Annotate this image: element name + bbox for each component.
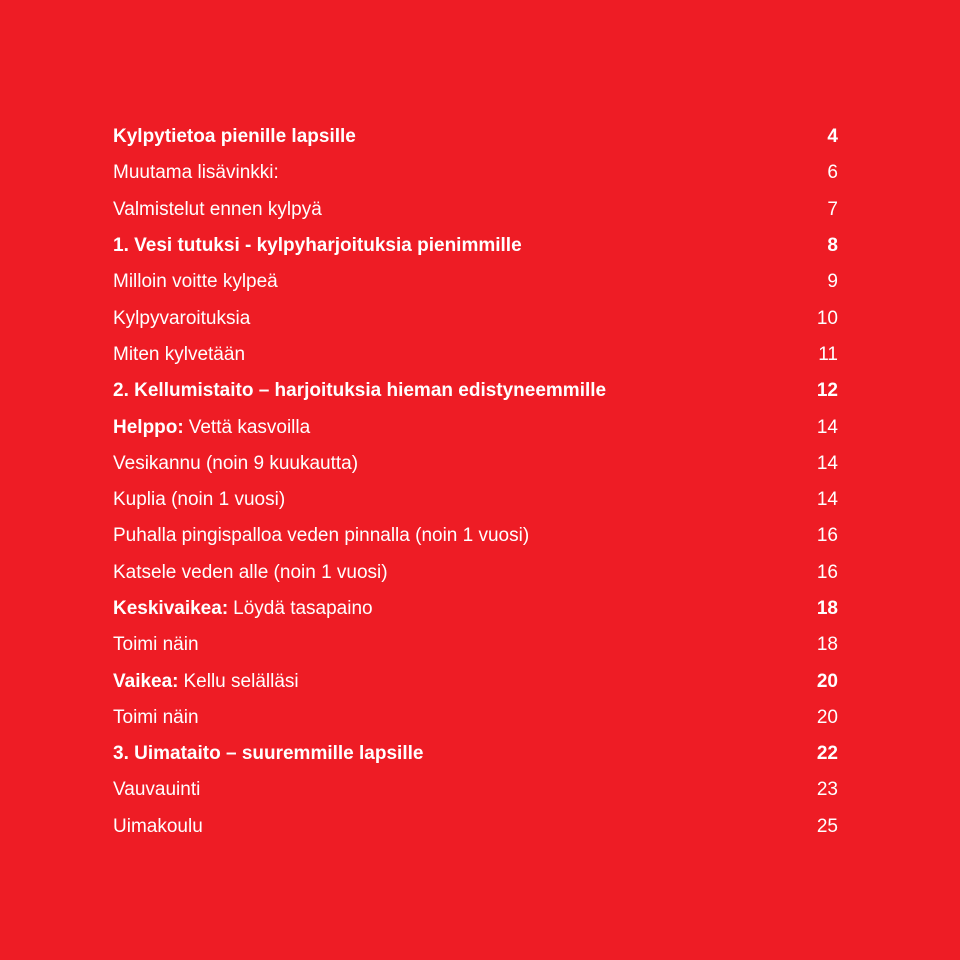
toc-row[interactable] — [113, 228, 838, 264]
toc-title — [113, 634, 199, 656]
toc-page-number: 16 — [816, 525, 838, 547]
toc-page-number: 20 — [816, 670, 838, 692]
toc-page-number: 12 — [816, 380, 838, 402]
toc-title-text: Kylpyvaroituksia — [113, 307, 251, 329]
toc-page-number: 18 — [816, 634, 838, 656]
toc-title — [113, 235, 522, 257]
toc-title-text: Kuplia (noin 1 vuosi) — [113, 489, 286, 511]
toc-title — [113, 417, 310, 439]
toc-title-text: Kylpytietoa pienille lapsille — [113, 126, 356, 148]
toc-row[interactable] — [113, 518, 838, 554]
toc-row[interactable] — [113, 337, 838, 373]
toc-page-number: 16 — [816, 561, 838, 583]
toc-title — [113, 344, 245, 366]
toc-title-text: Vettä kasvoilla — [188, 416, 311, 438]
toc-row[interactable] — [113, 155, 838, 191]
toc-title-text: Miten kylvetään — [113, 343, 246, 365]
toc-title — [113, 126, 356, 148]
toc-page-number: 11 — [818, 343, 838, 365]
toc-page-number: 14 — [816, 416, 838, 438]
toc-title — [113, 779, 200, 801]
toc-title — [113, 525, 529, 547]
toc-row[interactable] — [113, 119, 838, 155]
toc-title-text: Milloin voitte kylpeä — [113, 271, 278, 293]
toc-title-text: 3. Uimataito – suuremmille lapsille — [113, 743, 424, 765]
toc-prefix: Vaikea: — [113, 670, 179, 692]
toc-page-number: 22 — [816, 743, 838, 765]
toc-title — [113, 453, 358, 475]
toc-title — [113, 671, 299, 693]
toc-title-text: Vesikannu (noin 9 kuukautta) — [113, 452, 359, 474]
toc-title-text: Löydä tasapaino — [233, 598, 373, 619]
toc-page-number: 18 — [816, 598, 838, 619]
toc-row[interactable] — [113, 264, 838, 300]
toc-row[interactable] — [113, 373, 838, 409]
toc-title — [113, 562, 388, 584]
toc-title — [113, 271, 278, 293]
toc-row[interactable] — [113, 809, 838, 845]
toc-prefix: Helppo: — [113, 416, 184, 438]
toc-page-number: 8 — [827, 235, 838, 257]
toc-page-number: 7 — [827, 198, 838, 220]
toc-page-number: 4 — [827, 126, 838, 148]
toc-page-number: 10 — [816, 307, 838, 329]
toc-title-text: 1. Vesi tutuksi - kylpyharjoituksia pienimmille — [113, 235, 522, 257]
toc-row[interactable] — [113, 300, 838, 336]
toc-title-text: 2. Kellumistaito – harjoituksia hieman edistyneemmille — [113, 380, 607, 402]
toc-row[interactable] — [113, 555, 838, 591]
toc-title-text: Vauvauinti — [113, 779, 201, 801]
toc-title-text: Uimakoulu — [113, 815, 203, 837]
toc-page-number: 20 — [816, 706, 838, 728]
toc-title-text: Valmistelut ennen kylpyä — [113, 198, 322, 220]
toc-page-number: 25 — [816, 815, 838, 837]
toc-page-number: 23 — [816, 779, 838, 801]
toc-title — [113, 308, 250, 330]
toc-title — [113, 707, 199, 729]
toc-title-text: Katsele veden alle (noin 1 vuosi) — [113, 561, 388, 583]
toc-row[interactable] — [113, 736, 838, 772]
toc-row[interactable] — [113, 772, 838, 808]
toc-title — [113, 199, 322, 221]
toc-row[interactable] — [113, 409, 838, 445]
toc-title-text: Puhalla pingispalloa veden pinnalla (noin 1 vuosi) — [113, 525, 530, 547]
table-of-contents — [113, 119, 838, 845]
toc-title-text: Toimi näin — [113, 634, 199, 656]
toc-row[interactable] — [113, 700, 838, 736]
toc-page-number: 6 — [827, 162, 838, 184]
toc-row[interactable] — [113, 627, 838, 663]
toc-title — [113, 162, 279, 184]
toc-page-number: 14 — [816, 452, 838, 474]
toc-title-text: Toimi näin — [113, 706, 199, 728]
toc-title-text: Muutama lisävinkki: — [113, 162, 279, 184]
toc-title-text: Kellu selälläsi — [183, 670, 299, 692]
toc-title — [113, 816, 203, 838]
toc-title — [113, 489, 285, 511]
toc-prefix: Keskivaikea: — [113, 598, 229, 619]
toc-page-number: 14 — [816, 489, 838, 511]
toc-page-number: 9 — [827, 271, 838, 293]
toc-title — [113, 380, 606, 402]
toc-row[interactable] — [113, 663, 838, 699]
toc-row[interactable] — [113, 192, 838, 228]
toc-row[interactable] — [113, 446, 838, 482]
toc-row[interactable] — [113, 591, 838, 627]
toc-title — [113, 743, 423, 765]
toc-title — [113, 598, 373, 620]
toc-row[interactable] — [113, 482, 838, 518]
